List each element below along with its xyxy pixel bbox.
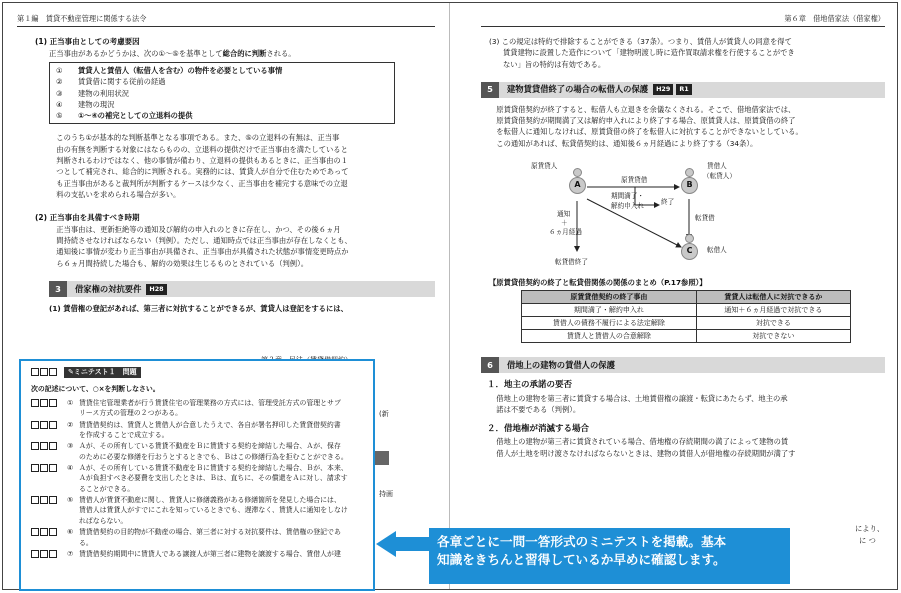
table-row: [522, 304, 851, 317]
callout-box: [429, 528, 790, 584]
node-letter: C: [686, 246, 693, 256]
question-text: [79, 463, 365, 494]
checkbox-icon[interactable]: [31, 421, 39, 429]
checkbox-icon[interactable]: [49, 464, 57, 472]
sub1-intro-a: 正当事由があるかどうかは、次の①〜⑤を基準として: [49, 48, 223, 58]
para-line: 諾は不要である（判例）。: [496, 404, 581, 414]
table-cell: 賃借人の債務不履行による法定解除: [522, 317, 697, 330]
para-line: 借人が土地を明け渡さなければならないときは、建物の賃借人が借地権の存続期間が満了す: [496, 448, 796, 458]
para-line: 原賃貸借契約が終了すると、転借人も立退きを余儀なくされる。そこで、借地借家法では、: [496, 104, 796, 114]
question-item: [31, 495, 365, 526]
para-top: [489, 36, 885, 70]
sub1-intro-b: 総合的に判断: [222, 48, 267, 58]
para-line: 賃貸建物に設置した造作について「建物明渡し時に造作買取請求権を行使することができ: [503, 48, 795, 58]
label-notice: 通知: [557, 210, 571, 219]
checkbox-group: [31, 463, 67, 494]
para-line: 料の支払いを求められる場合が多い。: [56, 189, 181, 199]
question-number: ①: [67, 398, 74, 407]
table-header: 原賃貸借契約の終了事由: [522, 291, 697, 304]
right-running-head: 第６章 借地借家法（借家権）: [481, 13, 885, 27]
question-number: ⑦: [67, 549, 74, 558]
section-3-header: [49, 281, 435, 297]
table-cell: 期間満了・解約申入れ: [522, 304, 697, 317]
factor-text: ①〜④の補完としての立退料の提供: [78, 111, 193, 121]
checkbox-icon[interactable]: [31, 368, 39, 376]
factor-num: ③: [56, 88, 63, 98]
para6-1: [489, 393, 885, 416]
question-text: [79, 441, 365, 462]
para-line: 判断されるわけではなく、他の事情が備わり、立退料の提供もあるときに、正当事由の１: [56, 156, 349, 165]
checkbox-icon[interactable]: [40, 368, 48, 376]
para-line: ら６ヵ月間持続した場合も、解約の効果は生じるものとされている（判例）。: [56, 258, 309, 268]
question-line: 賃借人が賃貸不動産に関し、賃貸人に修繕義務がある修繕箇所を発見した場合には、: [79, 496, 341, 505]
label-sublessor: （転貸人）: [703, 172, 736, 181]
side-text: 持画: [379, 490, 393, 498]
para-line: この通知があれば、転貸借契約は、通知後６ヵ月経過により終了する（34条）。: [496, 138, 758, 148]
question-line: ることができる。: [79, 484, 135, 493]
node-head: [685, 234, 694, 243]
mini-test-instruction: 次の記述について、○×を判断しなさい。: [31, 384, 160, 393]
question-line: 賃貸借契約は、賃貸人と賃借人が合意したうえで、各自が署名押印した賃貸借契約書: [79, 420, 341, 429]
label-end: 終了: [661, 198, 675, 207]
question-line: る。: [79, 538, 93, 547]
factor-text: 建物の利用状況: [78, 88, 130, 98]
section-6-header: [481, 357, 885, 373]
label-six-months: ６ヵ月経過: [549, 228, 582, 237]
label-sublease-end: 転貸借終了: [555, 258, 588, 267]
checkbox-icon[interactable]: [49, 528, 57, 536]
checkbox-icon[interactable]: [49, 421, 57, 429]
label-lessee: 賃借人: [707, 162, 727, 171]
para2: [49, 224, 435, 269]
para-line: このうち①が基本的な判断基準となる事項である。また、⑤の立退料の有無は、正当事: [56, 133, 340, 143]
mini-test-panel: [19, 359, 375, 591]
node-letter: A: [574, 180, 581, 190]
checkbox-icon[interactable]: [31, 464, 39, 472]
list-item: [56, 76, 388, 87]
node-head: [685, 168, 694, 177]
para-line: 借地上の建物が第三者に賃貸されている場合、借地権の存続期間の満了によって建物の賃: [496, 437, 789, 447]
para1: [49, 132, 435, 200]
factor-num: ④: [56, 99, 63, 109]
para-line: を転借人に通知しなければ、原賃貸借の終了を転借人に対抗することができないとしている。: [496, 127, 803, 137]
para-line: ない」旨の特約は有効である。: [503, 59, 606, 69]
question-line: リース方式の管理の２つがある。: [79, 409, 183, 418]
list-item: [56, 99, 388, 110]
factor-list: [49, 62, 395, 124]
table-header-row: [522, 291, 851, 304]
checkbox-icon[interactable]: [40, 421, 48, 429]
checkbox-icon[interactable]: [31, 528, 39, 536]
sublease-diagram: [531, 159, 791, 271]
table-cell: 賃貸人と賃借人の合意解除: [522, 330, 697, 343]
factor-text: 賃貸借に関する従前の経過: [78, 77, 166, 87]
question-item: [31, 463, 365, 494]
left-running-head: 第１編 賃貸不動産管理に関係する法令: [17, 13, 435, 27]
question-line: Ａが、その所有している賃貸不動産をＢに賃貸する契約を締結した場合、Ａが、保存: [79, 442, 341, 451]
sub1-intro: [49, 48, 435, 59]
checkbox-icon[interactable]: [40, 550, 48, 558]
checkbox-icon[interactable]: [49, 442, 57, 450]
checkbox-icon[interactable]: [49, 399, 57, 407]
question-number: ⑥: [67, 528, 74, 537]
checkbox-group: [31, 441, 67, 462]
checkbox-icon[interactable]: [40, 399, 48, 407]
sub1-title: (1) 正当事由としての考慮要因: [35, 37, 140, 46]
checkbox-group: [31, 495, 67, 526]
question-number: ②: [67, 420, 74, 429]
question-line: 賃借人は賃貸人がすでにこれを知っているときでも、遅滞なく、賃貸人に通知をしなけ: [79, 506, 348, 515]
callout-arrow-icon: [376, 531, 396, 557]
section-title: 建物賃貸借終了の場合の転借人の保護: [507, 84, 649, 95]
para-line: 借地上の建物を第三者に賃貸する場合は、土地賃借権の譲渡・転貸にあたらず、地主の承: [496, 393, 788, 403]
question-line: Ａが負担すべき必要費を支出したときは、Ｂは、直ちに、その償還をＡに対し、請求す: [79, 474, 348, 483]
label-expire-2: 解約申入れ: [611, 202, 644, 211]
checkbox-group: [31, 549, 67, 559]
party-a-node: [569, 177, 586, 194]
checkbox-group: [31, 420, 67, 441]
question-number: ④: [67, 464, 74, 473]
label-plus: ＋: [561, 219, 568, 228]
table-cell: 通知＋６ヵ月経過で対抗できる: [696, 304, 850, 317]
sub6-1-title: １．地主の承諾の要否: [487, 380, 573, 391]
checkbox-icon[interactable]: [49, 496, 57, 504]
list-item: [56, 65, 388, 76]
question-text: [79, 527, 365, 548]
table-cell: 対抗できる: [696, 317, 850, 330]
checkbox-icon[interactable]: [40, 496, 48, 504]
question-text: [79, 420, 365, 441]
para-line: 通知後に事情が変わり正当事由が具備され、正当事由が具備された状態が事情変更時点か: [56, 247, 349, 257]
section-number: 5: [481, 82, 499, 98]
mini-test-title: ✎ミニテスト１ 問題: [64, 367, 141, 378]
checkbox-group: [31, 527, 67, 548]
hidden-tail-1: により、: [855, 524, 885, 533]
para-line: つとして補完され、総合的に判断される。実務的には、賃貸人が自分で住むためであって: [56, 167, 349, 177]
para5: [489, 104, 885, 149]
callout-line: 知識をきちんと習得しているか早めに確認します。: [437, 552, 726, 568]
summary-table: [521, 290, 851, 343]
label-sublessee: 転借人: [707, 246, 727, 255]
checkbox-icon[interactable]: [40, 528, 48, 536]
question-item: [31, 420, 365, 441]
checkbox-icon[interactable]: [31, 550, 39, 558]
para6-2: [489, 436, 885, 459]
question-item: [31, 441, 365, 462]
book-spread: [2, 2, 898, 590]
question-text: [79, 398, 365, 419]
checkbox-icon[interactable]: [49, 368, 57, 376]
checkbox-icon[interactable]: [49, 550, 57, 558]
sub6-2-title: ２．借地権が消滅する場合: [487, 424, 590, 435]
question-line: 賃貸借契約期間中に賃貸人である譲渡人が第三者に建物を譲渡する場合、賃借人が建: [79, 549, 341, 558]
label-lease: 原賃貸借: [621, 176, 648, 185]
factor-text: 建物の現況: [78, 99, 115, 109]
exam-year-tag: H28: [146, 284, 166, 295]
checkbox-icon[interactable]: [31, 496, 39, 504]
node-letter: B: [686, 180, 693, 190]
exam-year-tag: H29: [653, 84, 673, 95]
table-header: 賃貸人は転借人に対抗できるか: [696, 291, 850, 304]
section-number: 3: [49, 281, 67, 297]
question-text: [79, 495, 365, 526]
party-b-node: [681, 177, 698, 194]
question-number: ③: [67, 442, 74, 451]
checkbox-icon[interactable]: [40, 442, 48, 450]
table-row: [522, 317, 851, 330]
para-line: 正当事由は、更新拒絶等の通知及び解約の申入れのときに存在し、かつ、その後６ヵ月: [56, 224, 341, 234]
question-line: を作成することで成立する。: [79, 430, 169, 439]
table-cell: 対抗できない: [696, 330, 850, 343]
question-line: ればならない。: [79, 516, 128, 525]
section-bar-fragment: [375, 451, 389, 465]
section-title: 借家権の対抗要件: [75, 283, 142, 294]
sub2-title: (2) 正当事由を具備すべき時期: [35, 213, 140, 223]
exam-year-tag: R1: [676, 84, 691, 95]
checkbox-icon[interactable]: [31, 399, 39, 407]
list-item: [56, 110, 388, 121]
para-line: も正当事由があると裁判所が判断するケースは少なく、正当事由を補完する意味での立退: [56, 178, 348, 188]
summary-title: 【原賃貸借契約の終了と転貸借関係の関係のまとめ（P.17参照）】: [489, 278, 707, 288]
question-line: Ａが、その所有している賃貸不動産をＢに賃貸する契約を締結した場合、Ｂが、本来、: [79, 464, 348, 473]
label-expire-1: 期間満了・: [611, 192, 644, 201]
factor-text: 賃貸人と賃借人（転借人を含む）の物件を必要としている事情: [78, 65, 283, 75]
mini-test-header: [31, 367, 365, 378]
list-item: [56, 88, 388, 99]
factor-num: ②: [56, 77, 63, 87]
para-line: 間持続させなければならない（判例）。ただし、通知時点では正当事由が存在しなくとも、: [56, 236, 352, 246]
question-number: ⑤: [67, 496, 74, 505]
sec3-line: (1) 賃借権の登記があれば、第三者に対抗することができるが、賃貸人は登記をするには、: [49, 304, 348, 313]
question-item: [31, 549, 365, 559]
node-head: [573, 168, 582, 177]
question-line: のために必要な修繕を行おうとするときでも、Ｂはこの修繕行為を拒むことができる。: [79, 452, 348, 461]
party-c-node: [681, 243, 698, 260]
para-line: 由の有無を判断する対象にはならものの、立退料の提供だけで正当事由を満たしていると: [56, 144, 348, 154]
checkbox-group: [31, 398, 67, 419]
sub1-intro-c: される。: [266, 48, 296, 58]
para-line: 原賃貸借契約が期間満了又は解約申入れにより終了する場合、原賃貸人は、原賃貸借の終了: [496, 116, 796, 126]
question-item: [31, 398, 365, 419]
right-page: [451, 3, 897, 589]
question-item: [31, 527, 365, 548]
question-line: 賃貸借契約の目的物が不動産の場合、第三者に対する対抗要件は、賃借権の登記であ: [79, 528, 341, 537]
factor-num: ①: [56, 65, 63, 75]
question-line: 賃貸住宅管理業者が行う賃貸住宅の管理業務の方式には、管理受託方式の管理とサブ: [79, 398, 341, 407]
checkbox-group: [31, 367, 58, 377]
callout-arrow-bar: [395, 537, 431, 551]
label-sublease: 転貸借: [695, 214, 715, 223]
section-5-header: [481, 82, 885, 98]
checkbox-icon[interactable]: [31, 442, 39, 450]
callout-line: 各章ごとに一問一答形式のミニテストを掲載。基本: [437, 534, 727, 549]
table-row: [522, 330, 851, 343]
section-title: 借地上の建物の賃借人の保護: [507, 359, 615, 370]
section-number: 6: [481, 357, 499, 373]
factor-num: ⑤: [56, 111, 63, 121]
label-lessor: 原賃貸人: [531, 162, 558, 171]
question-text: [79, 549, 365, 559]
side-text: (新: [379, 410, 389, 418]
para-line: (3) この規定は特約で排除することができる（37条）。つまり、賃借人が賃貸人の同意を得て: [489, 37, 792, 46]
checkbox-icon[interactable]: [40, 464, 48, 472]
hidden-tail-2: に つ: [859, 536, 876, 545]
